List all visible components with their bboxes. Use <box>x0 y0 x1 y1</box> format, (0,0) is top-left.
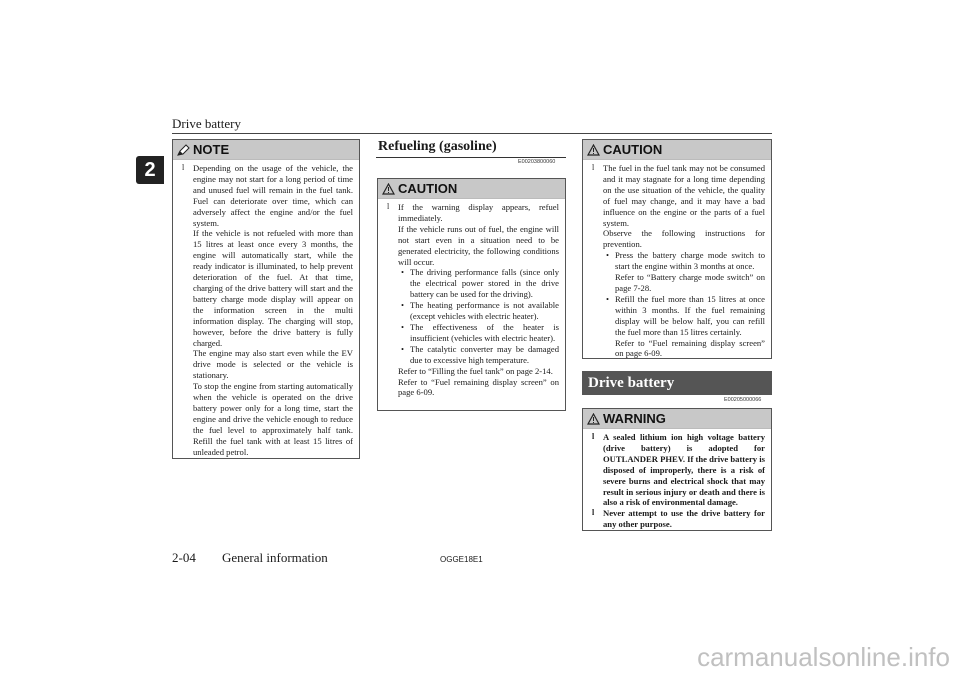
refueling-caution-body <box>378 199 565 402</box>
sub-bullet-icon: • <box>606 293 610 304</box>
note-body <box>173 160 359 461</box>
caution-ref-link[interactable]: Refer to “Fuel remaining display screen” on page 6-09. <box>615 337 765 359</box>
warning-header <box>583 409 771 429</box>
warning-title: WARNING <box>603 411 666 426</box>
caution-sub: • Refill the fuel more than 15 litres at once within 3 months. If the fuel remaining display will be below half, you can refill the fuel more than 15 litres certainly. Refer to “Fuel remaining display screen” on page 6-09. <box>606 293 765 359</box>
refueling-caution-box <box>377 178 566 411</box>
bullet-icon: l <box>387 202 390 211</box>
caution-sub: • Press the battery charge mode switch to start the engine within 3 months at once. Refer to “Battery charge mode switch” on page 7-28. <box>606 250 765 293</box>
refueling-caution-header <box>378 179 565 199</box>
bullet-icon: l <box>592 508 595 518</box>
caution-text: Observe the following instructions for prevention. <box>603 228 765 250</box>
sub-bullet-icon: • <box>401 321 405 332</box>
caution-title: CAUTION <box>603 142 663 157</box>
warning-box <box>582 408 772 531</box>
note-para: If the vehicle is not refueled with more than 15 litres at least once every 3 months, the engine will automatically start, while the ready indicator is illuminated, to help prevent deterioration of the fuel. At that time, charging of the drive battery will start and the battery charge mode display will appear on the information screen in the multi information display. The charging will stop, however, before the drive battery is fully charged. <box>193 228 353 348</box>
caution-sub: • The effectiveness of the heater is insufficient (vehicles with electric heater). <box>401 321 559 343</box>
caution-sub: • The driving performance falls (since only the electrical power stored in the drive battery can be used for the driving). <box>401 267 559 300</box>
bullet-icon: l <box>592 163 595 172</box>
caution-title: CAUTION <box>398 181 458 196</box>
caution-text: The fuel in the fuel tank may not be consumed and it may stagnate for a long time depending on the use situation of the vehicle, the quality of fuel may change, and it may have a bad influence on the engine or the parts of a fuel system. <box>603 163 765 228</box>
sub-bullet-icon: • <box>606 250 610 261</box>
caution-item <box>592 163 765 359</box>
sub-bullet-icon: • <box>401 300 405 311</box>
bullet-icon: l <box>592 432 595 441</box>
caution-text: If the warning display appears, refuel immediately. <box>398 202 559 223</box>
sub-bullet-icon: • <box>401 343 405 354</box>
warning-body <box>583 429 771 534</box>
note-pencil-icon <box>177 144 190 156</box>
warning-item: l A sealed lithium ion high voltage battery (drive battery) is adopted for OUTLANDER PHEV. If the drive battery is disposed of improperly, there is a risk of severe burns and electrical shock that may result in serious injury or death and there is also a risk of environmental damage. <box>592 432 765 508</box>
right-caution-header <box>583 140 771 160</box>
warning-triangle-icon <box>587 413 600 425</box>
caution-text: If the vehicle runs out of fuel, the engine will not start even in a situation need to be generated electricity, the following conditions will occur. <box>398 223 559 267</box>
warning-item: l Never attempt to use the drive battery for any other purpose. <box>592 508 765 530</box>
right-caution-box <box>582 139 772 359</box>
caution-item <box>387 202 559 398</box>
note-para: Depending on the usage of the vehicle, the engine may not start for a long period of time and unused fuel will remain in the fuel tank. Fuel can deteriorate over time, which can adversely affect the engine and/or the fuel system. <box>193 163 353 228</box>
refueling-rule <box>376 157 566 158</box>
note-para: The engine may also start even while the EV drive mode is selected or the vehicle is stationary. <box>193 348 353 381</box>
note-box <box>172 139 360 459</box>
caution-ref-link[interactable]: Refer to “Battery charge mode switch” on page 7-28. <box>615 272 765 293</box>
header-rule <box>172 133 772 134</box>
note-item <box>182 163 353 457</box>
note-para: To stop the engine from starting automatically when the vehicle is operated on the drive battery power only for a long time, start the engine and drive the vehicle enough to reduce the fuel level to approximately half tank. Refill the fuel tank with at least 15 litres of unleaded petrol. <box>193 381 353 457</box>
caution-ref-link[interactable]: Refer to “Fuel remaining display screen” on page 6-09. <box>398 376 559 398</box>
drive-battery-title: Drive battery <box>582 371 772 395</box>
chapter-tab: 2 <box>136 156 164 184</box>
refueling-title: Refueling (gasoline) <box>378 139 497 154</box>
note-title: NOTE <box>193 142 230 157</box>
footer-section: General information <box>222 550 328 565</box>
drive-battery-code: E00205000066 <box>724 397 762 403</box>
sub-bullet-icon: • <box>401 267 405 278</box>
footer-code: OGGE18E1 <box>440 555 483 564</box>
caution-triangle-icon <box>587 144 600 156</box>
caution-sub: • The heating performance is not available (except vehicles with electric heater). <box>401 300 559 322</box>
watermark: carmanualsonline.info <box>697 642 950 672</box>
caution-sub: • The catalytic converter may be damaged due to excessive high temperature. <box>401 343 559 365</box>
note-header <box>173 140 359 160</box>
right-caution-body <box>583 160 771 363</box>
footer-page-number: 2-04 <box>172 550 196 565</box>
refueling-code: E00203800060 <box>518 159 556 165</box>
caution-ref-link[interactable]: Refer to “Filling the fuel tank” on page 2-14. <box>398 365 553 376</box>
header-title: Drive battery <box>172 116 241 131</box>
caution-triangle-icon <box>382 183 395 195</box>
bullet-icon: l <box>182 163 185 172</box>
